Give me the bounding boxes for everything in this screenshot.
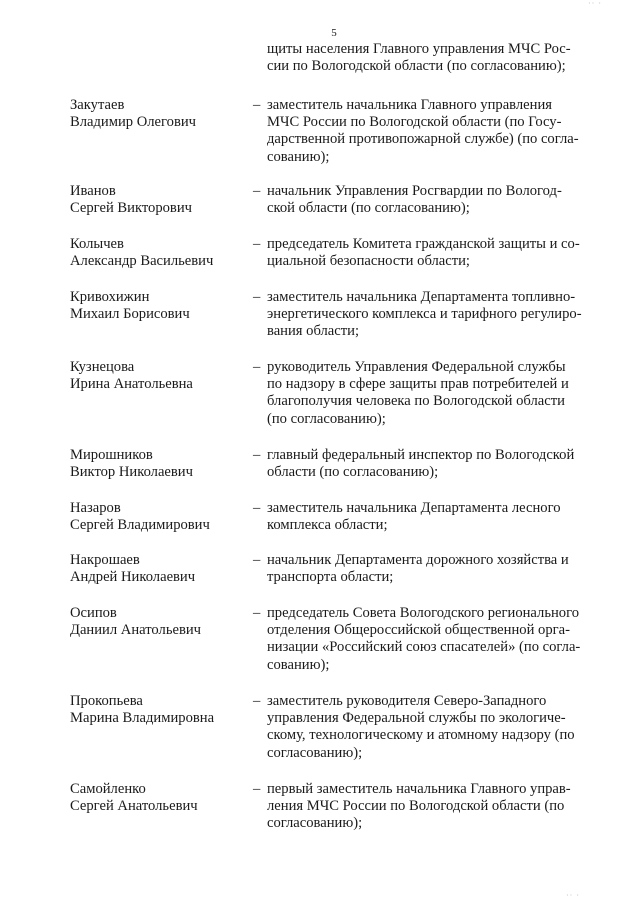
member-position: [267, 605, 602, 674]
member-name: [70, 693, 245, 727]
member-name: [70, 289, 245, 323]
member-surname: Осипов: [70, 605, 117, 621]
member-given-name: Даниил Анатольевич: [70, 622, 201, 639]
member-given-name: Ирина Анатольевна: [70, 376, 193, 393]
text-line: управления Федеральной службы по экологиче-: [267, 710, 566, 727]
member-position: [267, 97, 602, 166]
member-position: [267, 447, 602, 481]
text-line: сии по Вологодской области (по согласованию);: [267, 58, 566, 75]
text-line: низации «Российский союз спасателей» (по согла-: [267, 639, 581, 656]
text-line: ления МЧС России по Вологодской области (по: [267, 798, 565, 815]
separator-dash: –: [253, 781, 261, 797]
text-line: благополучия человека по Вологодской области: [267, 393, 565, 410]
member-surname: Кривохижин: [70, 289, 150, 305]
text-line: заместитель начальника Главного управления: [267, 97, 552, 113]
text-line: энергетического комплекса и тарифного регулиро-: [267, 306, 582, 323]
separator-dash: –: [253, 289, 261, 305]
member-position: [267, 500, 602, 534]
member-position: [267, 552, 602, 586]
continued-duty-text: [267, 41, 602, 75]
separator-dash: –: [253, 605, 261, 621]
member-surname: Прокопьева: [70, 693, 143, 709]
member-surname: Иванов: [70, 183, 116, 199]
page-number: 5: [331, 27, 337, 39]
text-line: заместитель начальника Департамента топливно-: [267, 289, 576, 305]
member-surname: Кузнецова: [70, 359, 135, 375]
member-given-name: Сергей Владимирович: [70, 517, 210, 534]
member-position: [267, 359, 602, 428]
member-name: [70, 500, 245, 534]
text-line: заместитель начальника Департамента лесного: [267, 500, 561, 516]
text-line: руководитель Управления Федеральной службы: [267, 359, 566, 375]
member-surname: Мирошников: [70, 447, 153, 463]
member-surname: Накрошаев: [70, 552, 140, 568]
text-line: сованию);: [267, 656, 330, 673]
member-name: [70, 97, 245, 131]
member-name: [70, 552, 245, 586]
member-given-name: Сергей Викторович: [70, 200, 192, 217]
separator-dash: –: [253, 552, 261, 568]
member-surname: Самойленко: [70, 781, 146, 797]
member-given-name: Марина Владимировна: [70, 710, 215, 727]
text-line: вания области;: [267, 323, 359, 340]
text-line: щиты населения Главного управления МЧС Рос-: [267, 41, 571, 57]
text-line: заместитель руководителя Северо-Западного: [267, 693, 547, 709]
member-name: [70, 236, 245, 270]
text-line: (по согласованию);: [267, 410, 386, 427]
member-given-name: Михаил Борисович: [70, 306, 190, 323]
member-given-name: Сергей Анатольевич: [70, 798, 198, 815]
member-surname: Колычев: [70, 236, 124, 252]
member-position: [267, 289, 602, 341]
text-line: отделения Общероссийской общественной орга-: [267, 622, 570, 639]
text-line: циальной безопасности области;: [267, 253, 470, 270]
separator-dash: –: [253, 236, 261, 252]
separator-dash: –: [253, 183, 261, 199]
separator-dash: –: [253, 500, 261, 516]
text-line: по надзору в сфере защиты прав потребителей и: [267, 376, 569, 393]
separator-dash: –: [253, 447, 261, 463]
text-line: начальник Управления Росгвардии по Вологод-: [267, 183, 562, 199]
member-name: [70, 605, 245, 639]
text-line: председатель Совета Вологодского регионального: [267, 605, 579, 621]
text-line: транспорта области;: [267, 569, 394, 586]
text-line: начальник Департамента дорожного хозяйства и: [267, 552, 569, 568]
text-line: сованию);: [267, 148, 330, 165]
separator-dash: –: [253, 97, 261, 113]
member-given-name: Виктор Николаевич: [70, 464, 193, 481]
member-name: [70, 781, 245, 815]
member-position: [267, 236, 602, 270]
text-line: ской области (по согласованию);: [267, 200, 470, 217]
text-line: области (по согласованию);: [267, 464, 439, 481]
member-position: [267, 183, 602, 217]
text-line: согласованию);: [267, 815, 363, 832]
text-line: председатель Комитета гражданской защиты и со-: [267, 236, 580, 252]
separator-dash: –: [253, 359, 261, 375]
member-surname: Назаров: [70, 500, 121, 516]
member-name: [70, 359, 245, 393]
text-line: скому, технологическому и атомному надзору (по: [267, 727, 575, 744]
scan-artifact-bottom-right: ·· ·: [566, 891, 580, 900]
text-line: первый заместитель начальника Главного управ-: [267, 781, 571, 797]
text-line: согласованию);: [267, 744, 363, 761]
text-line: комплекса области;: [267, 517, 388, 534]
member-position: [267, 693, 602, 762]
member-given-name: Андрей Николаевич: [70, 569, 196, 586]
member-name: [70, 183, 245, 217]
text-line: дарственной противопожарной службе) (по согла-: [267, 131, 579, 148]
member-name: [70, 447, 245, 481]
scan-artifact-top-right: ·· ·: [588, 0, 602, 8]
separator-dash: –: [253, 693, 261, 709]
member-given-name: Александр Васильевич: [70, 253, 214, 270]
member-given-name: Владимир Олегович: [70, 114, 196, 131]
text-line: главный федеральный инспектор по Вологодской: [267, 447, 575, 463]
text-line: МЧС России по Вологодской области (по Госу-: [267, 114, 562, 131]
member-surname: Закутаев: [70, 97, 125, 113]
member-position: [267, 781, 602, 833]
